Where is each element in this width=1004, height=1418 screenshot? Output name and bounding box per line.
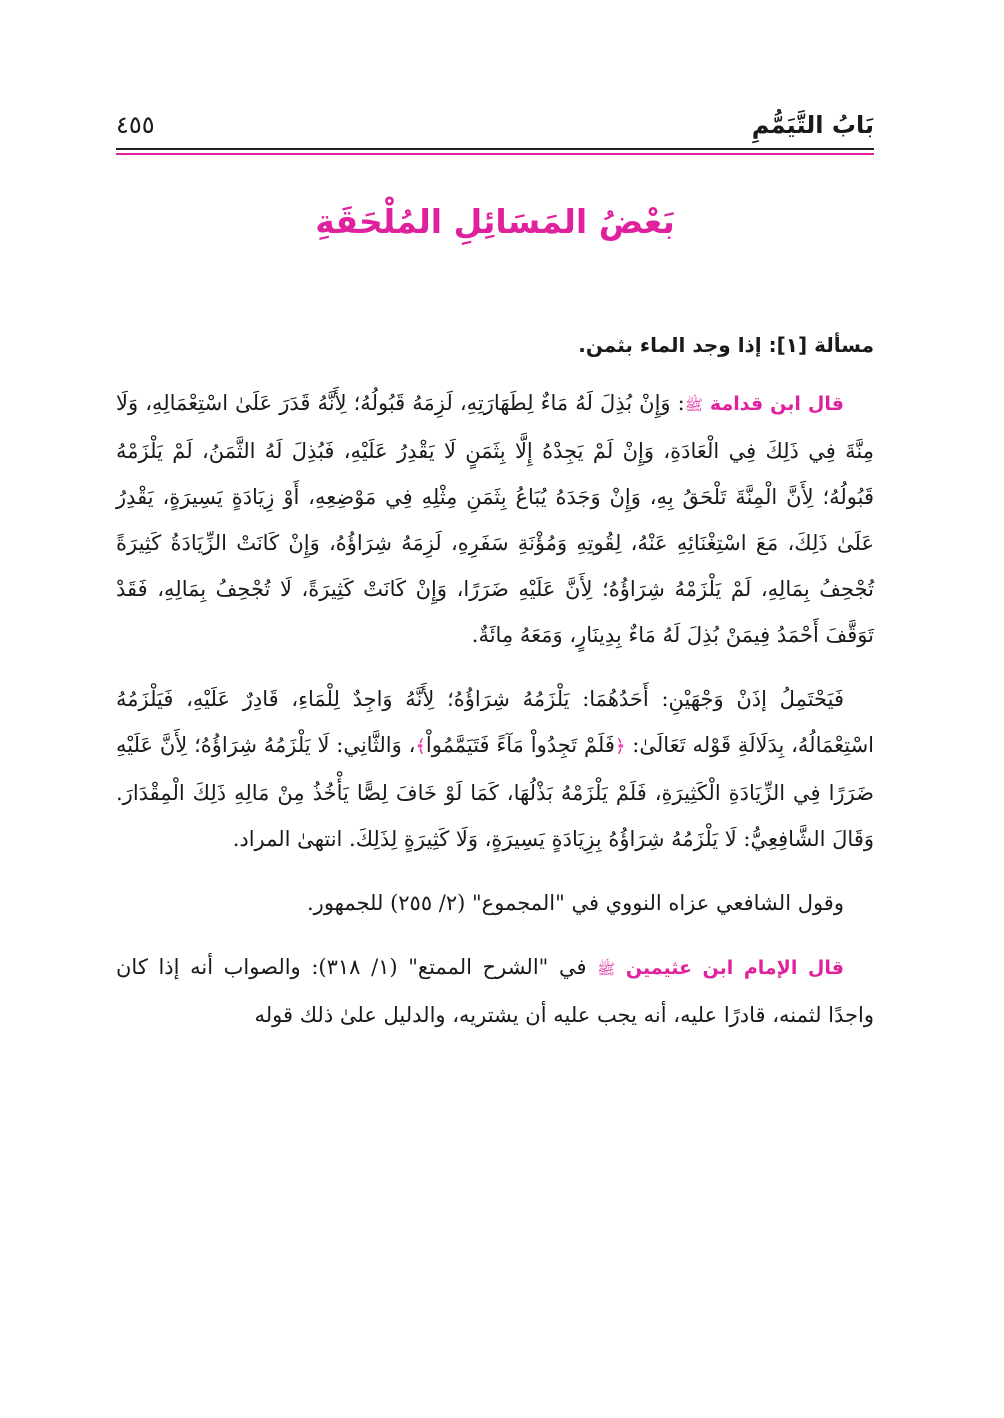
page-number: ٤٥٥: [116, 111, 155, 139]
paragraph-ibn-qudama: [116, 380, 874, 658]
header-rule-thin: [116, 153, 874, 155]
header-rule-thick: [116, 148, 874, 150]
paragraph-ibn-uthaymin: [116, 944, 874, 1038]
quran-bracket-open-icon: ﴿: [614, 736, 626, 757]
paragraph-two-views: [116, 676, 874, 862]
section-title: بَعْضُ المَسَائِلِ المُلْحَقَةِ: [315, 202, 675, 241]
question-text: إذا وجد الماء بثمن.: [578, 333, 762, 357]
paragraph-text: ، وَالثَّانِي: لَا يَلْزَمُهُ شِرَاؤُهُ؛ لِأَنَّ عَلَيْهِ ضَرَرًا فِي الزِّيَادَةِ الْكَثِيرَةِ، فَلَمْ يَلْزَمْهُ بَذْلُهَا، كَمَا لَوْ خَافَ لِصًّا يَأْخُذُ مِنْ مَالِهِ ذَلِكَ الْمِقْدَارَ. وَقَالَ الشَّافِعِيُّ: لَا يَلْزَمُهُ شِرَاؤُهُ بِزِيَادَةٍ يَسِيرَةٍ، وَلَا كَثِيرَةٍ لِذَلِكَ. انتهىٰ المراد.: [116, 733, 874, 851]
honorific-icon: ﷺ: [597, 960, 616, 978]
question-label: مسألة [١]:: [768, 333, 874, 357]
paragraph-nawawi: وقول الشافعي عزاه النووي في "المجموع" (٢/ ٢٥٥) للجمهور.: [307, 891, 844, 915]
page-header: [116, 108, 874, 154]
question-line: [116, 322, 874, 368]
speaker-ibn-qudama: قال ابن قدامة: [709, 393, 844, 415]
running-title: بَابُ التَّيَمُّمِ: [751, 111, 874, 139]
body-content: [116, 322, 874, 1056]
quran-verse: فَلَمْ تَجِدُواْ مَآءً فَتَيَمَّمُواْ: [425, 733, 615, 757]
paragraph-text: : وَإِنْ بُذِلَ لَهُ مَاءٌ لِطَهَارَتِهِ، لَزِمَهُ قَبُولُهُ؛ لِأَنَّهُ قَدَرَ عَلَىٰ اسْتِعْمَالِهِ، وَلَا مِنَّةَ فِي ذَلِكَ فِي الْعَادَةِ، وَإِنْ لَمْ يَجِدْهُ إِلَّا بِثَمَنٍ لَا يَقْدِرُ عَلَيْهِ، فَبُذِلَ لَهُ الثَّمَنُ، لَمْ يَلْزَمْهُ قَبُولُهُ؛ لِأَنَّ الْمِنَّةَ تَلْحَقُ بِهِ، وَإِنْ وَجَدَهُ يُبَاعُ بِثَمَنِ مِثْلِهِ فِي مَوْضِعِهِ، أَوْ زِيَادَةٍ يَسِيرَةٍ، يَقْدِرُ عَلَىٰ ذَلِكَ، مَعَ اسْتِغْنَائِهِ عَنْهُ، لِقُوتِهِ وَمُؤْنَةِ سَفَرِهِ، لَزِمَهُ شِرَاؤُهُ، وَإِنْ كَانَتْ الزِّيَادَةُ كَثِيرَةً تُجْحِفُ بِمَالِهِ، لَمْ يَلْزَمْهُ شِرَاؤُهُ؛ لِأَنَّ عَلَيْهِ ضَرَرًا، وَإِنْ كَانَتْ كَثِيرَةً، لَا تُجْحِفُ بِمَالِهِ، فَقَدْ تَوَقَّفَ أَحْمَدُ فِيمَنْ بُذِلَ لَهُ مَاءٌ بِدِينَارٍ، وَمَعَهُ مِائَةٌ.: [116, 391, 874, 647]
paragraph-text: في "الشرح الممتع" (١/ ٣١٨): والصواب أنه إذا كان واجدًا لثمنه، قادرًا عليه، أنه يجب عليه أن يشتريه، والدليل علىٰ ذلك قوله: [116, 955, 874, 1027]
honorific-icon: ﷺ: [684, 396, 703, 414]
quran-bracket-close-icon: ﴾: [415, 736, 426, 757]
paragraph-text: فَيَحْتَمِلُ إذَنْ وَجْهَيْنِ: أَحَدُهُمَا: يَلْزَمُهُ شِرَاؤُهُ؛ لِأَنَّهُ وَاجِدٌ لِلْمَاءِ، قَادِرٌ عَلَيْهِ، فَيَلْزَمُهُ اسْتِعْمَالُهُ، بِدَلَالَةِ قَوْله تَعَالَىٰ:: [116, 687, 875, 757]
speaker-ibn-uthaymin: قال الإمام ابن عثيمين: [625, 957, 844, 979]
